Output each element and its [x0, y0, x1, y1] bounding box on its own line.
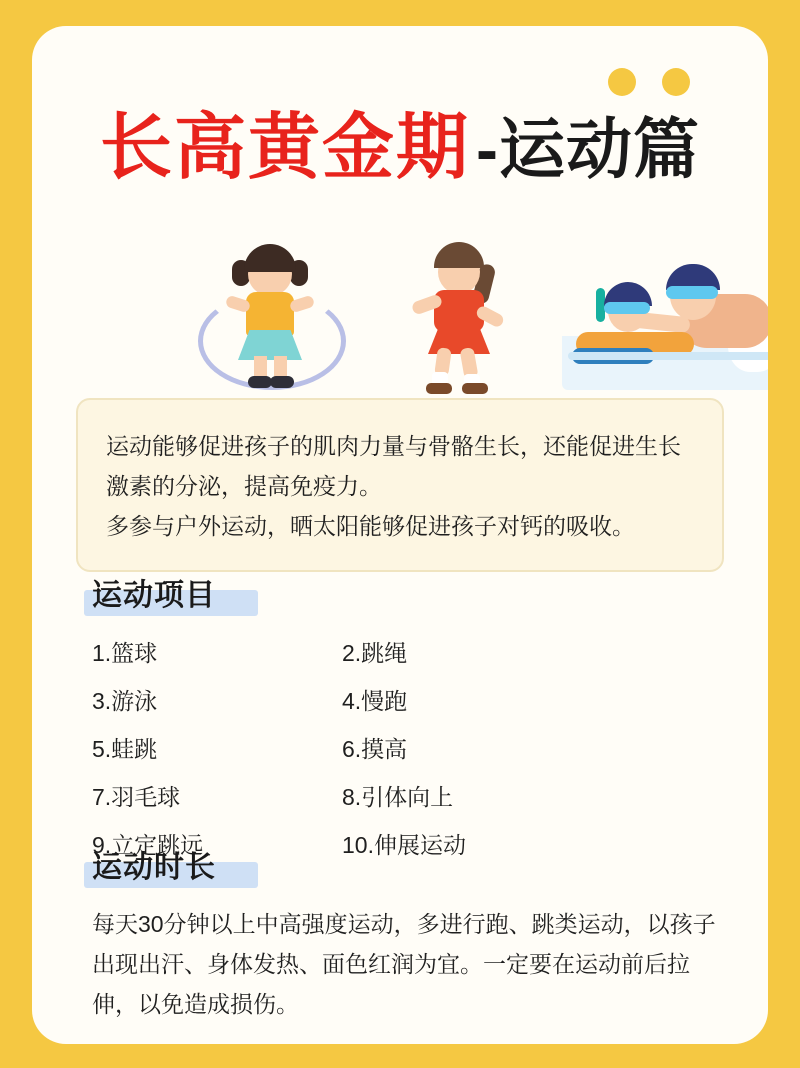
intro-line-3: 多参与户外运动，晒太阳能够促进孩子对钙的吸收。 — [106, 513, 635, 539]
duration-heading-wrap — [92, 848, 216, 888]
shoe-front — [426, 383, 452, 394]
child-goggles-icon — [604, 302, 650, 314]
shoe-left — [248, 376, 272, 388]
sports-heading-wrap — [92, 576, 216, 616]
dot-icon — [608, 68, 636, 96]
poster-card — [32, 26, 768, 1044]
swimming-father-child-illustration — [562, 240, 768, 390]
list-item: 7.羽毛球 — [92, 784, 181, 810]
title-red-part: 长高黄金期 — [100, 108, 471, 188]
list-item: 2.跳绳 — [342, 640, 408, 666]
list-item: 9.立定跳远 — [92, 832, 204, 858]
list-item: 1.篮球 — [92, 640, 158, 666]
sports-list — [92, 638, 732, 860]
list-item: 4.慢跑 — [342, 688, 408, 714]
list-item: 10.伸展运动 — [342, 832, 466, 858]
shoe-back — [462, 383, 488, 394]
intro-line-1: 运动能够促进孩子的肌肉力量与骨骼生长，还能促进生长 — [106, 433, 681, 459]
father-goggles-icon — [666, 286, 718, 299]
sports-heading: 运动项目 — [92, 579, 216, 612]
illustration-strip — [92, 226, 728, 396]
dot-icon — [662, 68, 690, 96]
intro-box — [76, 398, 724, 572]
list-item: 8.引体向上 — [342, 784, 454, 810]
list-item: 6.摸高 — [342, 736, 408, 762]
duration-section — [92, 848, 732, 1024]
shirt-shape — [246, 292, 294, 336]
title-black-part: -运动篇 — [476, 112, 700, 186]
running-girl-illustration — [392, 236, 532, 396]
intro-line-2: 激素的分泌，提高免疫力。 — [106, 473, 382, 499]
list-item: 3.游泳 — [92, 688, 158, 714]
sports-section — [92, 576, 732, 860]
hair-shape — [244, 244, 296, 272]
page-title — [32, 108, 768, 188]
list-item: 5.蛙跳 — [92, 736, 158, 762]
hair-shape — [434, 242, 484, 268]
duration-text: 每天30分钟以上中高强度运动，多进行跑、跳类运动，以孩子出现出汗、身体发热、面色红润为宜。一定要在运动前后拉伸，以免造成损伤。 — [92, 911, 716, 1017]
jump-rope-girl-illustration — [192, 234, 352, 394]
decorative-dots — [608, 68, 690, 96]
wave-line — [568, 352, 768, 360]
duration-heading: 运动时长 — [92, 851, 216, 884]
shoe-right — [270, 376, 294, 388]
